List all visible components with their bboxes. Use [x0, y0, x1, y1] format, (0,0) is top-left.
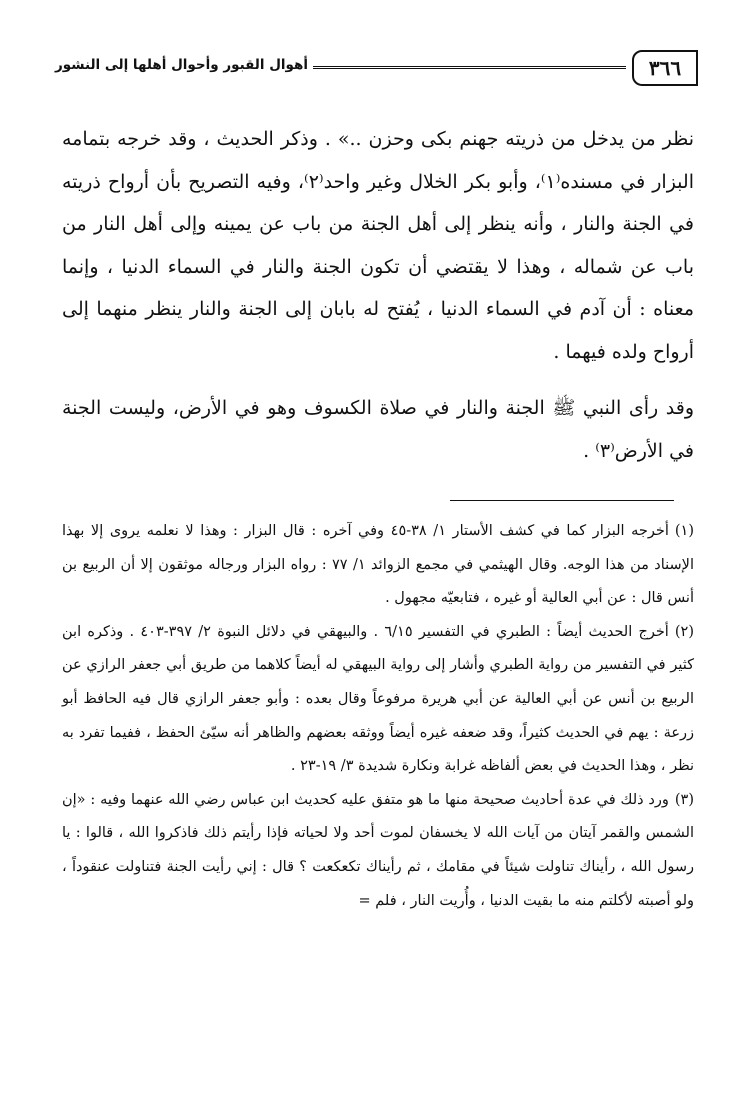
footnote-separator	[450, 500, 674, 501]
footnote-number: (٢)	[674, 623, 694, 640]
running-title: أهوال القبور وأحوال أهلها إلى النشور	[54, 57, 308, 73]
footnote-text: أخرجه البزار كما في كشف الأستار ١/ ٣٨-٤٥ وفي آخره : قال البزار : وهذا لا نعلمه يروى إلا بهذا الإسناد من هذا الوجه. وقال الهيثمي في مجمع الزوائد ١/ ٧٧ : رواه البزار ورجاله موثقون إلا أن الربيع بن أنس قال : عن أبي العالية أو غيره ، فتابعيّه مجهول .	[62, 523, 694, 607]
footnote-1	[62, 515, 694, 616]
footnote-2	[62, 616, 694, 784]
footnote-text: أخرج الحديث أيضاً : الطبري في التفسير ٦/١٥ . والبيهقي في دلائل النبوة ٢/ ٣٩٧-٤٠٣ . وذكره ابن كثير في التفسير من رواية الطبري وأشار إلى رواية البيهقي له أيضاً كلاهما من طريق أبي جعفر الرازي عن الربيع بن أنس عن أبي العالية عن أبي هريرة مرفوعاً وقال بعده : وأبو جعفر الرازي قال فيه الحافظ أبو زرعة : يهم في الحديث كثيراً، وقد ضعفه غيره أيضاً ووثقه بعضهم والظاهر أنه سيّئ الحفظ ، ففيما تفرد به نظر ، وهذا الحديث في بعض ألفاظه غرابة ونكارة شديدة ٣/ ١٩-٢٣ .	[62, 623, 694, 775]
header-rule	[313, 66, 626, 69]
body-paragraph-1: نظر من يدخل من ذريته جهنم بكى وحزن ..» . وذكر الحديث ، وقد خرجه بتمامه البزار في مسنده⁽١⁾، وأبو بكر الخلال وغير واحد⁽٢⁾، وفيه التصريح بأن أرواح ذريته في الجنة والنار ، وأنه ينظر إلى أهل الجنة من باب عن يمينه وإلى أهل النار من باب عن شماله ، وهذا لا يقتضي أن تكون الجنة والنار في السماء الدنيا ، وإنما معناه : أن آدم في السماء الدنيا ، يُفتح له بابان إلى الجنة والنار ينظر منهما إلى أرواح ولده فيهما .	[62, 128, 694, 363]
footnote-text: ورد ذلك في عدة أحاديث صحيحة منها ما هو متفق عليه كحديث ابن عباس رضي الله عنهما وفيه : «إن الشمس والقمر آيتان من آيات الله لا يخسفان لموت أحد ولا لحياته فإذا رأيتم ذلك فاذكروا الله ، قالوا : يا رسول الله ، رأيناك تناولت شيئاً في مقامك ، ثم رأيناك تكعكعت ؟ قال : إني رأيت الجنة فتناولت عنقوداً ، ولو أصبته لأكلتم منه ما بقيت الدنيا ، وأُريت النار ، فلم =	[62, 791, 694, 909]
main-text	[62, 118, 694, 472]
footnotes	[62, 515, 694, 918]
footnote-number: (٣)	[674, 791, 694, 808]
page-header	[54, 50, 698, 90]
page-number: ٣٦٦	[632, 50, 698, 86]
footnote-3	[62, 784, 694, 918]
body-paragraph-2: وقد رأى النبي ﷺ الجنة والنار في صلاة الكسوف وهو في الأرض، وليست الجنة في الأرض⁽٣⁾ .	[62, 397, 694, 462]
footnote-number: (١)	[674, 523, 694, 539]
